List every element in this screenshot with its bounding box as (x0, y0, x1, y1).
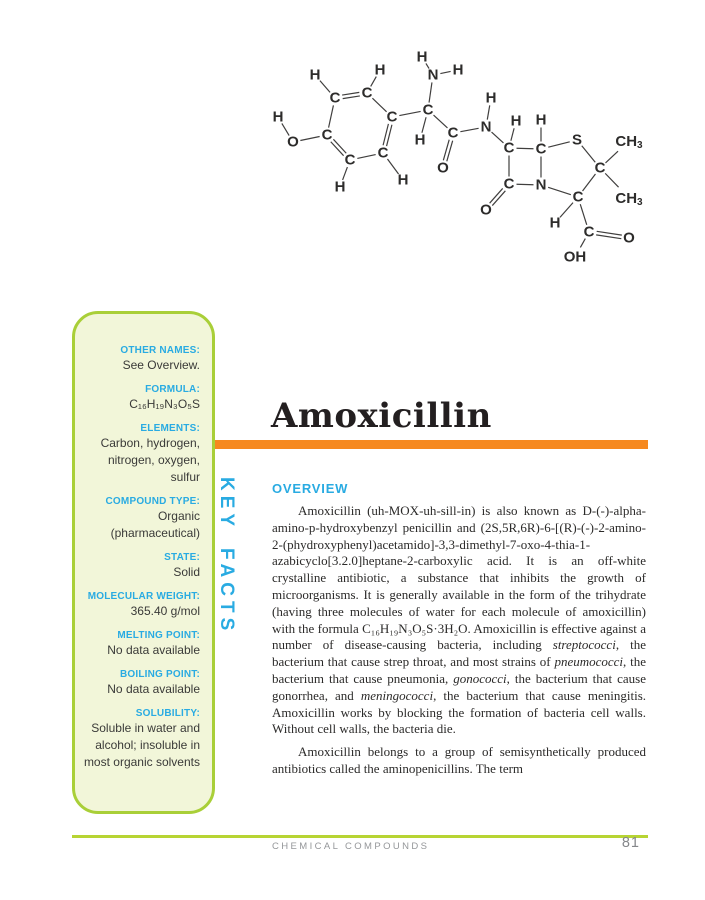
key-facts-value: See Overview. (122, 358, 200, 372)
atom-label-o1: O (287, 133, 299, 151)
atom-label-s1: S (571, 131, 583, 149)
key-facts-label: COMPOUND TYPE: (105, 496, 200, 507)
footer-book-title: CHEMICAL COMPOUNDS (272, 841, 430, 852)
key-facts-item (83, 591, 200, 620)
atom-label-cb1: C (503, 139, 515, 157)
atom-label-hb1: H (510, 112, 522, 130)
double-bond (596, 235, 621, 239)
key-facts-item (83, 345, 200, 374)
single-bond (605, 151, 618, 163)
double-bond (597, 231, 622, 235)
atom-label-h3t: H (549, 214, 561, 232)
article-title: Amoxicillin (271, 396, 492, 436)
atom-label-ol: O (480, 201, 492, 219)
single-bond (372, 98, 386, 112)
atom-label-h3: H (374, 61, 386, 79)
key-facts-label: SOLUBILITY: (135, 708, 200, 719)
atom-label-ho: H (272, 108, 284, 126)
key-facts-value: No data available (107, 643, 200, 657)
atom-label-h5: H (397, 171, 409, 189)
key-facts-label: MELTING POINT: (117, 630, 200, 641)
key-facts-label: STATE: (164, 552, 200, 563)
single-bond (582, 146, 595, 162)
key-facts-value: Organic (pharmaceutical) (110, 509, 200, 540)
double-bond (342, 92, 359, 95)
atom-label-hb2: H (535, 111, 547, 129)
atom-label-hn1: H (416, 48, 428, 66)
atom-label-nr: N (535, 176, 547, 194)
atom-label-oh: OH (563, 248, 587, 266)
overview-paragraphs (272, 503, 646, 784)
atom-label-h2: H (309, 66, 321, 84)
key-facts-label: OTHER NAMES: (120, 345, 200, 356)
atom-label-m1: $CH_3$ (615, 132, 643, 151)
overview-paragraph: Amoxicillin (uh-MOX-uh-sill-in) is also known as D-(-)-alpha-amino-p-hydroxybenzyl penicillin and (2S,5R,6R)-6-[(R)-(-)-2-amino-2-(phydroxyphenyl)acetamido]-3,3-dimethyl-7-oxo-4-thia-1-azabicyclo[3.2.0]heptane-2-carboxylic acid. It is an off-white crystalline antibiotic, a substance that inhibits the growth of microorganisms. It is generally available in the form of the trihydrate (having three molecules of water for each molecule of amoxicillin) with the formula C₁₆H₁₉N₃O₅S·3H₂O. Amoxicillin is effective against a number of disease-causing bacteria, including streptococci, the bacterium that cause strep throat, and most strains of pneumococci, the bacterium that cause pneumonia, gonococci, the bacterium that cause gonorrhea, and meningococci, the bacterium that cause meningitis. Amoxicillin works by blocking the formation of bacteria cell walls. Without cell walls, the bacteria die. (272, 503, 647, 737)
single-bond (357, 155, 375, 159)
key-facts-value: Soluble in water and alcohol; insoluble in most organic solvents (83, 721, 200, 769)
single-bond (516, 148, 533, 149)
single-bond (560, 203, 573, 218)
atom-label-c3t: C (572, 188, 584, 206)
single-bond (548, 187, 571, 194)
atom-label-c2: C (329, 89, 341, 107)
single-bond (487, 105, 489, 119)
single-bond (440, 71, 450, 73)
key-facts-label: FORMULA: (145, 384, 200, 395)
key-facts-box (72, 311, 215, 814)
key-facts-label: BOILING POINT: (119, 669, 200, 680)
key-facts-item (83, 630, 200, 659)
single-bond (399, 111, 420, 115)
molecule-diagram (230, 30, 690, 275)
atom-label-cx: C (583, 223, 595, 241)
key-facts-value: Solid (173, 565, 200, 579)
key-facts-value: Carbon, hydrogen, nitrogen, oxygen, sulfur (100, 436, 200, 484)
atom-label-hn2: H (452, 61, 464, 79)
single-bond (516, 184, 533, 185)
key-facts-item (83, 496, 200, 542)
atom-label-hm: H (485, 89, 497, 107)
footer-page-number: 81 (621, 835, 640, 851)
key-facts-item (83, 423, 200, 486)
key-facts-value: C₁₆H₁₉N₃O₅S (129, 397, 200, 411)
atom-label-cb2: C (535, 140, 547, 158)
key-facts-value: 365.40 g/mol (130, 604, 200, 618)
single-bond (329, 105, 334, 127)
atom-label-c6: C (344, 151, 356, 169)
atom-label-ca: C (422, 101, 434, 119)
atom-label-c5: C (377, 144, 389, 162)
single-bond (460, 128, 478, 131)
atom-label-c3: C (361, 84, 373, 102)
single-bond (583, 174, 596, 191)
key-facts-item (83, 708, 200, 771)
atom-label-h6: H (334, 178, 346, 196)
atom-label-ha: H (414, 131, 426, 149)
atom-label-cg: C (594, 159, 606, 177)
atom-label-nm: N (480, 118, 492, 136)
atom-label-cc: C (447, 124, 459, 142)
single-bond (429, 82, 432, 102)
key-facts-item (83, 552, 200, 581)
atom-label-c4: C (386, 108, 398, 126)
atom-label-cl: C (503, 175, 515, 193)
key-facts-vertical-title: KEY FACTS (216, 477, 237, 636)
key-facts-list (83, 345, 200, 771)
key-facts-item (83, 669, 200, 698)
single-bond (300, 137, 319, 141)
key-facts-label: MOLECULAR WEIGHT: (87, 591, 200, 602)
key-facts-item (83, 384, 200, 413)
atom-label-na: N (427, 66, 439, 84)
single-bond (422, 117, 426, 133)
atom-label-c1: C (321, 126, 333, 144)
single-bond (492, 132, 504, 143)
single-bond (320, 81, 330, 93)
overview-heading: OVERVIEW (272, 481, 349, 496)
single-bond (548, 142, 569, 147)
title-rule (215, 440, 648, 449)
atom-label-oc: O (437, 159, 449, 177)
atom-label-ox: O (623, 229, 635, 247)
double-bond (343, 96, 360, 99)
single-bond (580, 204, 587, 225)
overview-paragraph: Amoxicillin belongs to a group of semisynthetically produced antibiotics called the aminopenicillins. The term (272, 744, 646, 776)
key-facts-label: ELEMENTS: (140, 423, 200, 434)
atom-label-m2: $CH_3$ (615, 189, 643, 208)
single-bond (434, 115, 448, 128)
key-facts-value: No data available (107, 682, 200, 696)
single-bond (605, 173, 618, 187)
